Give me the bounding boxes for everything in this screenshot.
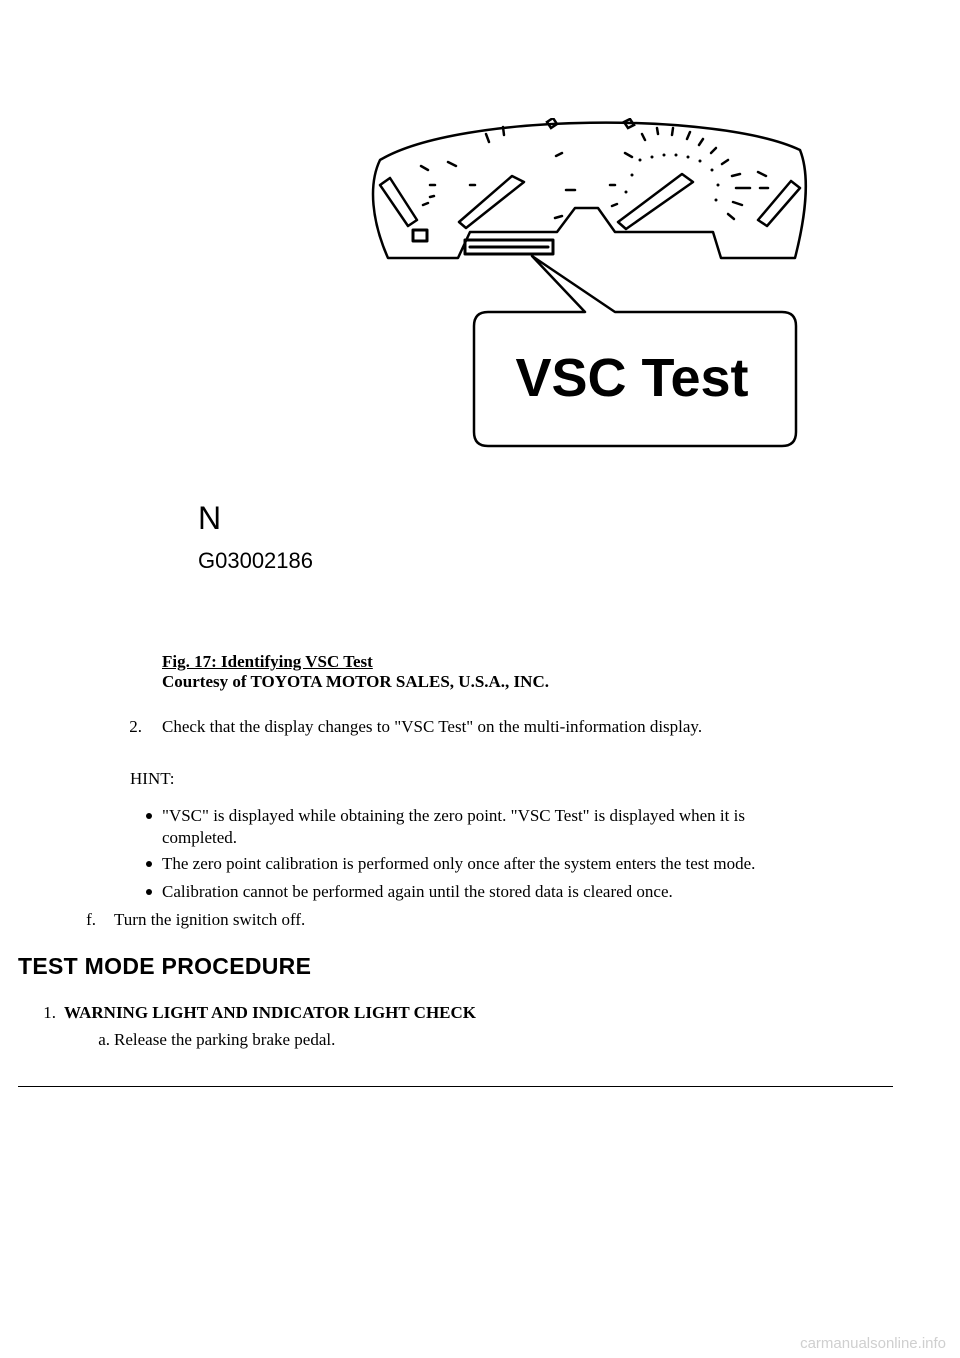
- item-a-number: a.: [98, 1030, 110, 1049]
- bullet-dot: [146, 861, 152, 867]
- callout-display-text: VSC Test: [515, 348, 749, 408]
- step-2-number: 2.: [129, 717, 142, 736]
- instrument-cluster-illustration: [370, 118, 810, 453]
- figure-caption: [162, 652, 549, 692]
- tachometer-needle: [618, 174, 693, 229]
- hint-label: HINT:: [130, 769, 175, 788]
- step-f-number: f.: [86, 910, 96, 929]
- graphic-id: G03002186: [198, 548, 313, 573]
- step-2-text: Check that the display changes to "VSC Test" on the multi-information display.: [162, 717, 703, 736]
- bullet-dot: [146, 813, 152, 819]
- caption-courtesy: Courtesy of TOYOTA MOTOR SALES, U.S.A., INC.: [162, 672, 549, 691]
- bullet-dot: [146, 889, 152, 895]
- speedometer-needle: [459, 176, 524, 228]
- hint-bullet-1-line-2: completed.: [162, 828, 238, 847]
- section-heading: TEST MODE PROCEDURE: [18, 953, 312, 979]
- cluster-outline: [373, 123, 806, 258]
- hint-bullet-3: Calibration cannot be performed again until the stored data is cleared once.: [162, 882, 673, 901]
- figure-marker: N: [198, 500, 222, 536]
- step-f-text: Turn the ignition switch off.: [114, 910, 306, 929]
- item-1-heading: WARNING LIGHT AND INDICATOR LIGHT CHECK: [64, 1003, 477, 1022]
- item-a-text: Release the parking brake pedal.: [114, 1030, 336, 1049]
- page-divider: [18, 1086, 893, 1087]
- watermark: carmanualsonline.info: [800, 1335, 946, 1352]
- hint-bullet-2: The zero point calibration is performed only once after the system enters the test mode.: [162, 854, 756, 873]
- item-1-number: 1.: [43, 1003, 56, 1022]
- hint-bullet-1-line-1: "VSC" is displayed while obtaining the zero point. "VSC Test" is displayed when it is: [162, 806, 745, 825]
- left-gauge-needle: [380, 178, 417, 226]
- caption-title: Fig. 17: Identifying VSC Test: [162, 652, 373, 671]
